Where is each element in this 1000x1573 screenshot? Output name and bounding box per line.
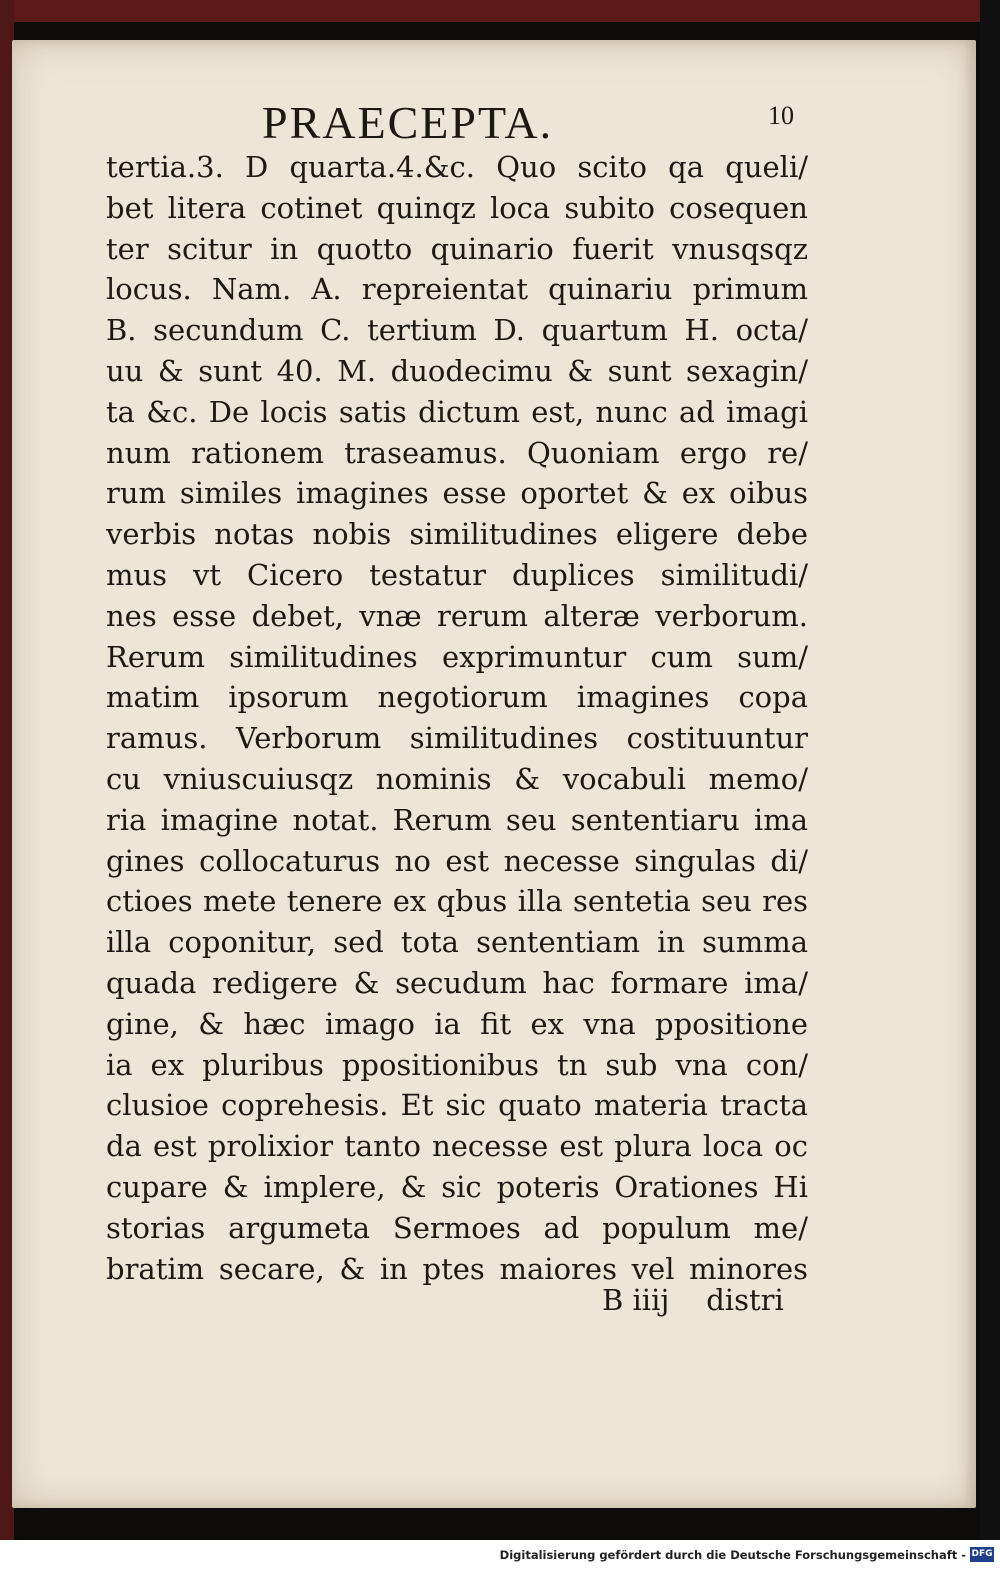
- text-line: uu & sunt 40. M. duodecimu & sunt sexagin/: [106, 353, 808, 388]
- text-line: mus vt Cicero testatur duplices similitudi/: [106, 557, 808, 592]
- catchword: distri: [706, 1283, 784, 1317]
- digitization-credit: Digitalisierung gefördert durch die Deutsche Forschungsgemeinschaft -: [499, 1548, 966, 1562]
- text-line: matim ipsorum negotiorum imagines copa: [106, 680, 808, 715]
- text-line: clusioe coprehesis. Et sic quato materia tracta: [106, 1088, 808, 1123]
- text-line: gines collocaturus no est necesse singulas di/: [106, 843, 808, 878]
- text-line: bet litera cotinet quinqz loca subito cosequen: [106, 190, 808, 225]
- folio-number: 10: [768, 101, 794, 130]
- text-line: da est prolixior tanto necesse est plura loca oc: [106, 1129, 808, 1164]
- text-line: ctioes mete tenere ex qbus illa sentetia seu res: [106, 884, 808, 919]
- text-line: quada redigere & secudum hac formare ima/: [106, 965, 808, 1000]
- text-line: storias argumeta Sermoes ad populum me/: [106, 1210, 808, 1245]
- text-line: tertia.3. D quarta.4.&c. Quo scito qa queli/: [106, 150, 808, 184]
- text-block: [106, 147, 808, 1289]
- running-head: PRAECEPTA.: [262, 97, 554, 148]
- text-line: cu vniuscuiusqz nominis & vocabuli memo/: [106, 761, 808, 796]
- book-cover-edge-top: [0, 0, 1000, 22]
- book-cover-edge-right: [980, 0, 1000, 1540]
- text-line: ramus. Verborum similitudines costituuntur: [106, 721, 808, 756]
- text-line: verbis notas nobis similitudines eligere debe: [106, 517, 808, 552]
- text-line: nes esse debet, vnæ rerum alteræ verborum.: [106, 598, 808, 633]
- text-line: num rationem traseamus. Quoniam ergo re/: [106, 435, 808, 470]
- text-line: illa coponitur, sed tota sententiam in summa: [106, 925, 808, 960]
- text-line: ria imagine notat. Rerum seu sententiaru ima: [106, 802, 808, 837]
- text-line: ia ex pluribus ppositionibus tn sub vna con/: [106, 1047, 808, 1082]
- text-line: rum similes imagines esse oportet & ex oibus: [106, 476, 808, 511]
- text-line: gine, & hæc imago ia fit ex vna ppositione: [106, 1006, 808, 1041]
- text-line: ta &c. De locis satis dictum est, nunc ad imagi: [106, 394, 808, 429]
- text-line: ter scitur in quotto quinario fuerit vnusqsqz: [106, 231, 808, 266]
- dfg-logo-icon: DFG: [970, 1547, 994, 1562]
- text-line: cupare & implere, & sic poteris Orationes Hi: [106, 1169, 808, 1204]
- text-line: bratim secare, & in ptes maiores vel minores: [106, 1251, 808, 1286]
- text-line: locus. Nam. A. repreientat quinariu primum: [106, 272, 808, 307]
- text-line: Rerum similitudines exprimuntur cum sum/: [106, 639, 808, 674]
- signature-catchword-line: [602, 1283, 784, 1317]
- signature-mark: B iiij: [602, 1283, 670, 1317]
- text-line: B. secundum C. tertium D. quartum H. octa/: [106, 313, 808, 348]
